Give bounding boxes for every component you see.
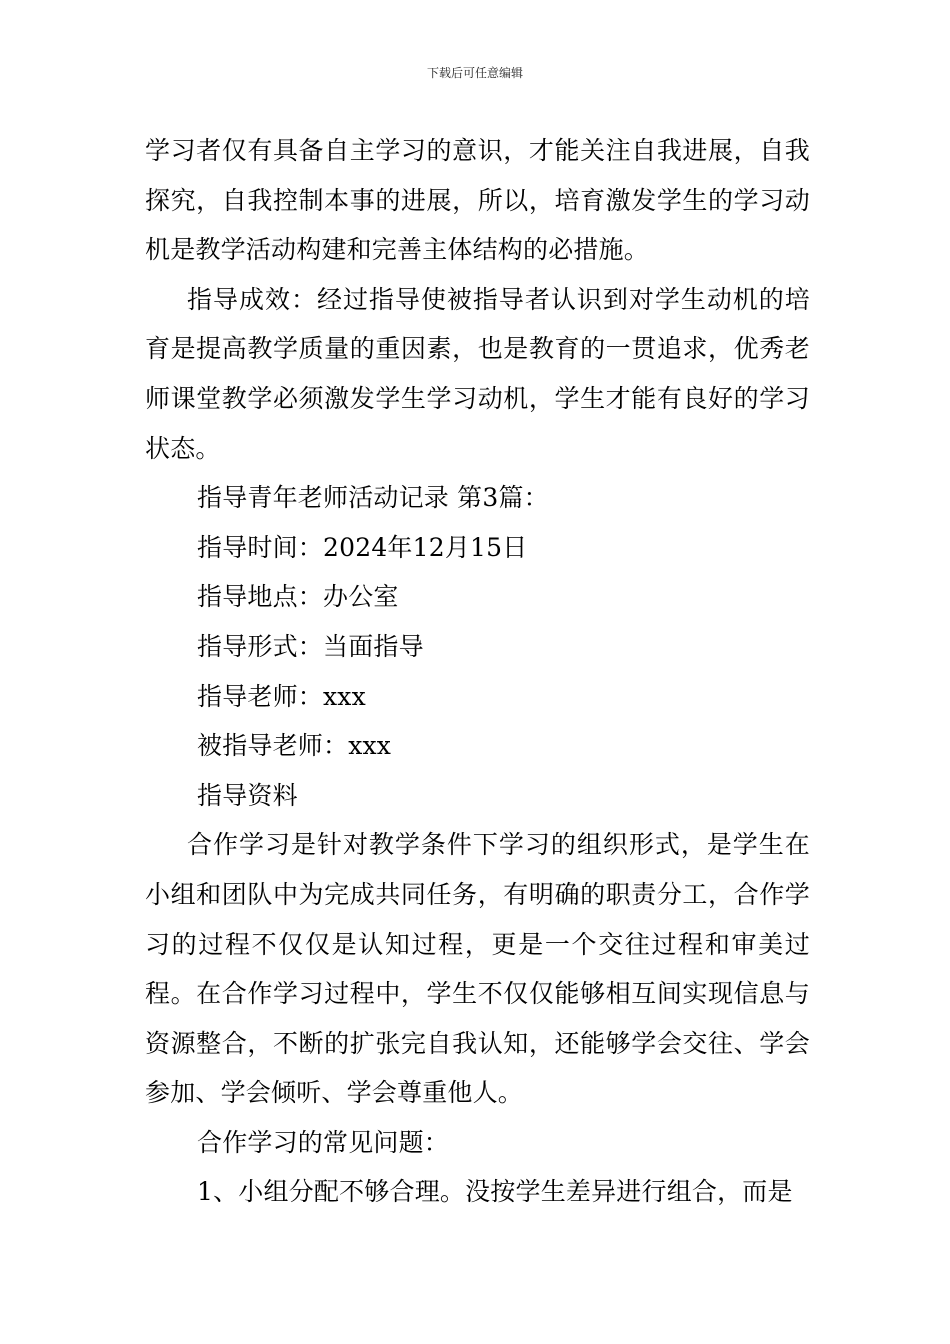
guided-teacher: 被指导老师：xxx bbox=[197, 731, 392, 761]
problem-item-1: 1、小组分配不够合理。没按学生差异进行组合，而是 bbox=[197, 1177, 793, 1207]
record-title: 指导青年老师活动记录 第3篇： bbox=[197, 483, 549, 513]
guidance-place: 指导地点：办公室 bbox=[197, 582, 399, 612]
page-header-note: 下载后可任意编辑 bbox=[426, 66, 523, 80]
guidance-teacher: 指导老师：xxx bbox=[197, 681, 366, 711]
guidance-time: 指导时间：2024年12月15日 bbox=[197, 532, 528, 562]
common-problems-heading: 合作学习的常见问题： bbox=[197, 1127, 450, 1157]
paragraph-learning-motivation: 学习者仅有具备自主学习的意识，才能关注自我进展，自我探究，自我控制本事的进展，所以，培育激发学生的学习动机是教学活动构建和完善主体结构的必措施。 bbox=[145, 136, 810, 265]
document-body bbox=[145, 126, 810, 1217]
guidance-form: 指导形式：当面指导 bbox=[197, 631, 424, 661]
paragraph-cooperative-learning: 合作学习是针对教学条件下学习的组织形式，是学生在小组和团队中为完成共同任务，有明确的职责分工，合作学习的过程不仅仅是认知过程，更是一个交往过程和审美过程。在合作学习过程中，学生不仅仅能够相互间实现信息与资源整合，不断的扩张完自我认知，还能够学会交往、学会参加、学会倾听、学会尊重他人。 bbox=[145, 830, 810, 1108]
paragraph-guidance-effect: 指导成效：经过指导使被指导者认识到对学生动机的培育是提高教学质量的重因素，也是教育的一贯追求，优秀老师课堂教学必须激发学生学习动机，学生才能有良好的学习状态。 bbox=[145, 284, 810, 463]
guidance-material-heading: 指导资料 bbox=[197, 780, 298, 810]
